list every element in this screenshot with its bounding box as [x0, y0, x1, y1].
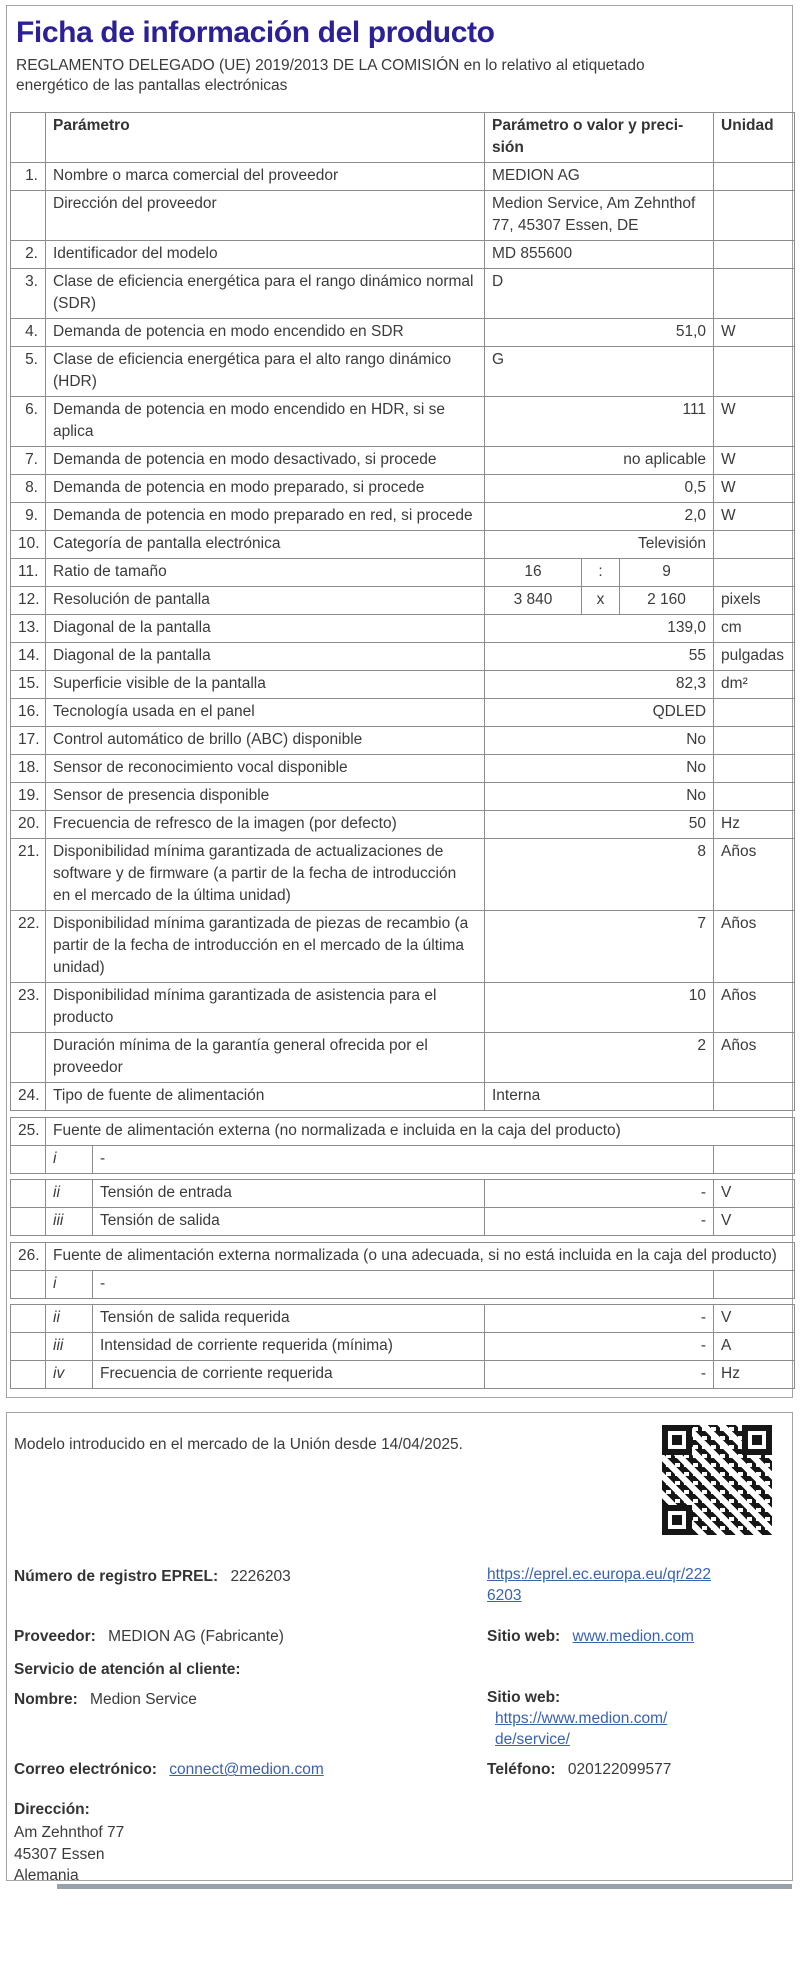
row-value: 2,0	[485, 503, 714, 531]
eprel-value: 2226203	[230, 1568, 291, 1586]
service-website-link[interactable]: https://www.medion.com/de/service/	[495, 1710, 668, 1749]
row-number	[11, 1305, 46, 1333]
row-label: Tensión de salida requerida	[93, 1305, 485, 1333]
row-number: 16.	[11, 699, 46, 727]
row-unit	[714, 241, 795, 269]
row-number	[11, 1271, 46, 1299]
row-value: MEDION AG	[485, 163, 714, 191]
row-unit: A	[714, 1333, 795, 1361]
row-label: Sensor de reconocimiento vocal disponible	[46, 755, 485, 783]
email-link[interactable]: connect@medion.com	[169, 1761, 324, 1779]
row-number: 10.	[11, 531, 46, 559]
row-number	[11, 191, 46, 241]
service-website-row	[487, 1688, 745, 1751]
section-header: Fuente de alimentación externa (no normalizada e incluida en la caja del producto)	[46, 1118, 795, 1146]
row-unit: W	[714, 475, 795, 503]
row-value: 2	[485, 1033, 714, 1083]
row-label: Diagonal de la pantalla	[46, 615, 485, 643]
row-label: Disponibilidad mínima garantizada de asistencia para el producto	[46, 983, 485, 1033]
row-unit: pixels	[714, 587, 795, 615]
row-number: 8.	[11, 475, 46, 503]
table-row	[11, 269, 795, 319]
row-value-a: 3 840	[485, 587, 582, 615]
row-value: D	[485, 269, 714, 319]
row-label: Frecuencia de refresco de la imagen (por defecto)	[46, 811, 485, 839]
service-name-value: Medion Service	[90, 1691, 197, 1709]
row-unit	[714, 559, 795, 587]
service-website-label: Sitio web:	[487, 1689, 561, 1707]
row-unit	[714, 1271, 795, 1299]
row-value: G	[485, 347, 714, 397]
row-value: Medion Service, Am Zehnthof 77, 45307 Essen, DE	[485, 191, 714, 241]
qr-pattern	[662, 1425, 772, 1535]
row-number: 23.	[11, 983, 46, 1033]
row-number: 22.	[11, 911, 46, 983]
table-row	[11, 531, 795, 559]
row-unit: W	[714, 447, 795, 475]
row-unit: V	[714, 1305, 795, 1333]
row-label: Tensión de salida	[93, 1208, 485, 1236]
row-label: -	[93, 1146, 714, 1174]
section-header-row	[11, 1243, 795, 1271]
row-value: No	[485, 727, 714, 755]
table-row	[11, 587, 795, 615]
regulation-subtitle: REGLAMENTO DELEGADO (UE) 2019/2013 DE LA COMISIÓN en lo relativo al etiquetado energético de las pantallas electrónicas	[16, 57, 645, 95]
row-number	[11, 1033, 46, 1083]
row-label: Sensor de presencia disponible	[46, 783, 485, 811]
row-label: Demanda de potencia en modo encendido en SDR	[46, 319, 485, 347]
row-value-separator: x	[582, 587, 620, 615]
email-row	[14, 1760, 324, 1781]
row-sub-index: iii	[46, 1333, 93, 1361]
row-number: 21.	[11, 839, 46, 911]
qr-finder-icon	[662, 1505, 692, 1535]
table-row	[11, 319, 795, 347]
row-unit: V	[714, 1208, 795, 1236]
eprel-link[interactable]: https://eprel.ec.europa.eu/qr/2226203	[487, 1566, 712, 1605]
row-value: -	[485, 1208, 714, 1236]
page-title: Ficha de información del producto	[16, 16, 495, 49]
address-line: 45307 Essen	[14, 1846, 105, 1864]
row-unit	[714, 727, 795, 755]
website-link[interactable]: www.medion.com	[572, 1628, 694, 1646]
row-label: Superficie visible de la pantalla	[46, 671, 485, 699]
row-value: 111	[485, 397, 714, 447]
section-table	[10, 1242, 795, 1299]
col-header-value: Parámetro o valor y precisión	[485, 113, 714, 163]
row-unit: Años	[714, 1033, 795, 1083]
row-value: Interna	[485, 1083, 714, 1111]
row-number	[11, 1333, 46, 1361]
row-number: 18.	[11, 755, 46, 783]
row-unit	[714, 783, 795, 811]
section-header: Fuente de alimentación externa normalizada (o una adecuada, si no está incluida en la caja del producto)	[46, 1243, 795, 1271]
row-number: 11.	[11, 559, 46, 587]
col-header-number	[11, 113, 46, 163]
section-number: 26.	[11, 1243, 46, 1271]
supplier-row	[14, 1627, 284, 1648]
row-label: Categoría de pantalla electrónica	[46, 531, 485, 559]
qr-finder-icon	[742, 1425, 772, 1455]
row-value: No	[485, 755, 714, 783]
row-unit: Hz	[714, 1361, 795, 1389]
col-header-param: Parámetro	[46, 113, 485, 163]
row-unit	[714, 755, 795, 783]
row-value: 50	[485, 811, 714, 839]
row-number: 2.	[11, 241, 46, 269]
row-label: Nombre o marca comercial del proveedor	[46, 163, 485, 191]
table-row	[11, 503, 795, 531]
row-value: 139,0	[485, 615, 714, 643]
website-label: Sitio web:	[487, 1628, 561, 1646]
table-row	[11, 643, 795, 671]
row-label: Tensión de entrada	[93, 1180, 485, 1208]
row-unit	[714, 191, 795, 241]
row-number: 4.	[11, 319, 46, 347]
row-unit	[714, 1083, 795, 1111]
row-label: Control automático de brillo (ABC) disponible	[46, 727, 485, 755]
row-value-b: 2 160	[620, 587, 714, 615]
row-unit: Años	[714, 983, 795, 1033]
row-unit: W	[714, 503, 795, 531]
row-label: Ratio de tamaño	[46, 559, 485, 587]
row-sub-index: ii	[46, 1305, 93, 1333]
row-number: 9.	[11, 503, 46, 531]
address-line: Am Zehnthof 77	[14, 1824, 125, 1842]
row-value: 10	[485, 983, 714, 1033]
row-number	[11, 1146, 46, 1174]
row-sub-index: iv	[46, 1361, 93, 1389]
supplier-label: Proveedor:	[14, 1628, 96, 1646]
row-value: MD 855600	[485, 241, 714, 269]
qr-finder-icon	[662, 1425, 692, 1455]
col-header-unit: Unidad	[714, 113, 795, 163]
row-sub-index: i	[46, 1271, 93, 1299]
row-label: Tipo de fuente de alimentación	[46, 1083, 485, 1111]
row-label: Demanda de potencia en modo preparado en red, si procede	[46, 503, 485, 531]
row-number: 12.	[11, 587, 46, 615]
table-row	[11, 1083, 795, 1111]
row-value-a: 16	[485, 559, 582, 587]
section-subtable	[10, 1179, 795, 1236]
row-value: -	[485, 1305, 714, 1333]
row-number: 17.	[11, 727, 46, 755]
row-unit: W	[714, 397, 795, 447]
row-label: Dirección del proveedor	[46, 191, 485, 241]
row-number	[11, 1180, 46, 1208]
row-label: Intensidad de corriente requerida (mínima)	[93, 1333, 485, 1361]
table-row	[11, 191, 795, 241]
table-row	[11, 241, 795, 269]
row-unit: pulgadas	[714, 643, 795, 671]
table-row	[11, 839, 795, 911]
row-label: Disponibilidad mínima garantizada de actualizaciones de software y de firmware (a partir de la fecha de introducción en el mercado de la última unidad)	[46, 839, 485, 911]
row-label: Demanda de potencia en modo encendido en HDR, si se aplica	[46, 397, 485, 447]
supplier-value: MEDION AG (Fabricante)	[108, 1628, 284, 1646]
phone-row	[487, 1760, 671, 1781]
section-number: 25.	[11, 1118, 46, 1146]
row-value: Televisión	[485, 531, 714, 559]
row-value: 7	[485, 911, 714, 983]
row-value: 8	[485, 839, 714, 911]
row-unit: Años	[714, 911, 795, 983]
address-line: Alemania	[14, 1867, 79, 1885]
email-label: Correo electrónico:	[14, 1761, 157, 1779]
section-row	[11, 1146, 795, 1174]
row-value: QDLED	[485, 699, 714, 727]
row-unit	[714, 347, 795, 397]
table-row	[11, 699, 795, 727]
row-value-b: 9	[620, 559, 714, 587]
row-label: -	[93, 1271, 714, 1299]
service-name-label: Nombre:	[14, 1691, 78, 1709]
row-label: Clase de eficiencia energética para el alto rango dinámico (HDR)	[46, 347, 485, 397]
row-sub-index: iii	[46, 1208, 93, 1236]
row-sub-index: ii	[46, 1180, 93, 1208]
row-unit: Años	[714, 839, 795, 911]
bottom-edge-bar	[57, 1884, 792, 1889]
row-number: 14.	[11, 643, 46, 671]
row-unit	[714, 1146, 795, 1174]
table-row	[11, 397, 795, 447]
section-subtable	[10, 1304, 795, 1389]
table-row	[11, 559, 795, 587]
section-row	[11, 1305, 795, 1333]
table-row	[11, 783, 795, 811]
row-label: Clase de eficiencia energética para el rango dinámico normal (SDR)	[46, 269, 485, 319]
table-row	[11, 671, 795, 699]
row-label: Demanda de potencia en modo desactivado, si procede	[46, 447, 485, 475]
row-label: Frecuencia de corriente requerida	[93, 1361, 485, 1389]
row-number: 6.	[11, 397, 46, 447]
row-unit: Hz	[714, 811, 795, 839]
table-row	[11, 983, 795, 1033]
row-label: Demanda de potencia en modo preparado, si procede	[46, 475, 485, 503]
row-value: No	[485, 783, 714, 811]
phone-value: 020122099577	[567, 1761, 672, 1779]
address-label: Dirección:	[14, 1801, 90, 1819]
row-label: Duración mínima de la garantía general ofrecida por el proveedor	[46, 1033, 485, 1083]
row-value: 51,0	[485, 319, 714, 347]
website-row	[487, 1627, 694, 1648]
phone-label: Teléfono:	[487, 1761, 556, 1779]
section-row	[11, 1271, 795, 1299]
row-unit	[714, 699, 795, 727]
eprel-registration-row	[14, 1567, 291, 1588]
row-number: 13.	[11, 615, 46, 643]
row-unit	[714, 531, 795, 559]
spec-table	[10, 112, 795, 1111]
row-number: 3.	[11, 269, 46, 319]
row-label: Diagonal de la pantalla	[46, 643, 485, 671]
row-sub-index: i	[46, 1146, 93, 1174]
customer-service-heading: Servicio de atención al cliente:	[14, 1661, 241, 1679]
row-number: 5.	[11, 347, 46, 397]
row-number: 19.	[11, 783, 46, 811]
row-value: -	[485, 1333, 714, 1361]
row-value: -	[485, 1361, 714, 1389]
row-value: 55	[485, 643, 714, 671]
row-unit	[714, 163, 795, 191]
table-row	[11, 811, 795, 839]
table-row	[11, 447, 795, 475]
row-value: 82,3	[485, 671, 714, 699]
table-row	[11, 615, 795, 643]
row-label: Resolución de pantalla	[46, 587, 485, 615]
row-number: 15.	[11, 671, 46, 699]
table-row	[11, 475, 795, 503]
row-number: 1.	[11, 163, 46, 191]
row-unit: V	[714, 1180, 795, 1208]
row-value-separator: :	[582, 559, 620, 587]
section-row	[11, 1333, 795, 1361]
product-fiche-box	[6, 5, 793, 1398]
table-row	[11, 727, 795, 755]
row-number: 24.	[11, 1083, 46, 1111]
row-value: 0,5	[485, 475, 714, 503]
row-label: Identificador del modelo	[46, 241, 485, 269]
row-number	[11, 1361, 46, 1389]
market-intro-note: Modelo introducido en el mercado de la Unión desde 14/04/2025.	[14, 1436, 463, 1454]
section-row	[11, 1180, 795, 1208]
eprel-label: Número de registro EPREL:	[14, 1568, 219, 1586]
section-table	[10, 1117, 795, 1174]
row-unit: cm	[714, 615, 795, 643]
table-row	[11, 163, 795, 191]
section-header-row	[11, 1118, 795, 1146]
row-unit	[714, 269, 795, 319]
table-row	[11, 1033, 795, 1083]
row-value: -	[485, 1180, 714, 1208]
table-row	[11, 755, 795, 783]
footer-box	[6, 1412, 793, 1885]
row-number	[11, 1208, 46, 1236]
row-label: Tecnología usada en el panel	[46, 699, 485, 727]
section-row	[11, 1208, 795, 1236]
row-label: Disponibilidad mínima garantizada de piezas de recambio (a partir de la fecha de introducción en el mercado de la última unidad)	[46, 911, 485, 983]
row-number: 7.	[11, 447, 46, 475]
service-name-row	[14, 1690, 197, 1711]
header-row	[11, 113, 795, 163]
qr-code-icon	[656, 1419, 778, 1541]
sections-host	[9, 1111, 790, 1389]
table-row	[11, 911, 795, 983]
section-row	[11, 1361, 795, 1389]
row-value: no aplicable	[485, 447, 714, 475]
row-unit: W	[714, 319, 795, 347]
table-row	[11, 347, 795, 397]
row-unit: dm²	[714, 671, 795, 699]
row-number: 20.	[11, 811, 46, 839]
